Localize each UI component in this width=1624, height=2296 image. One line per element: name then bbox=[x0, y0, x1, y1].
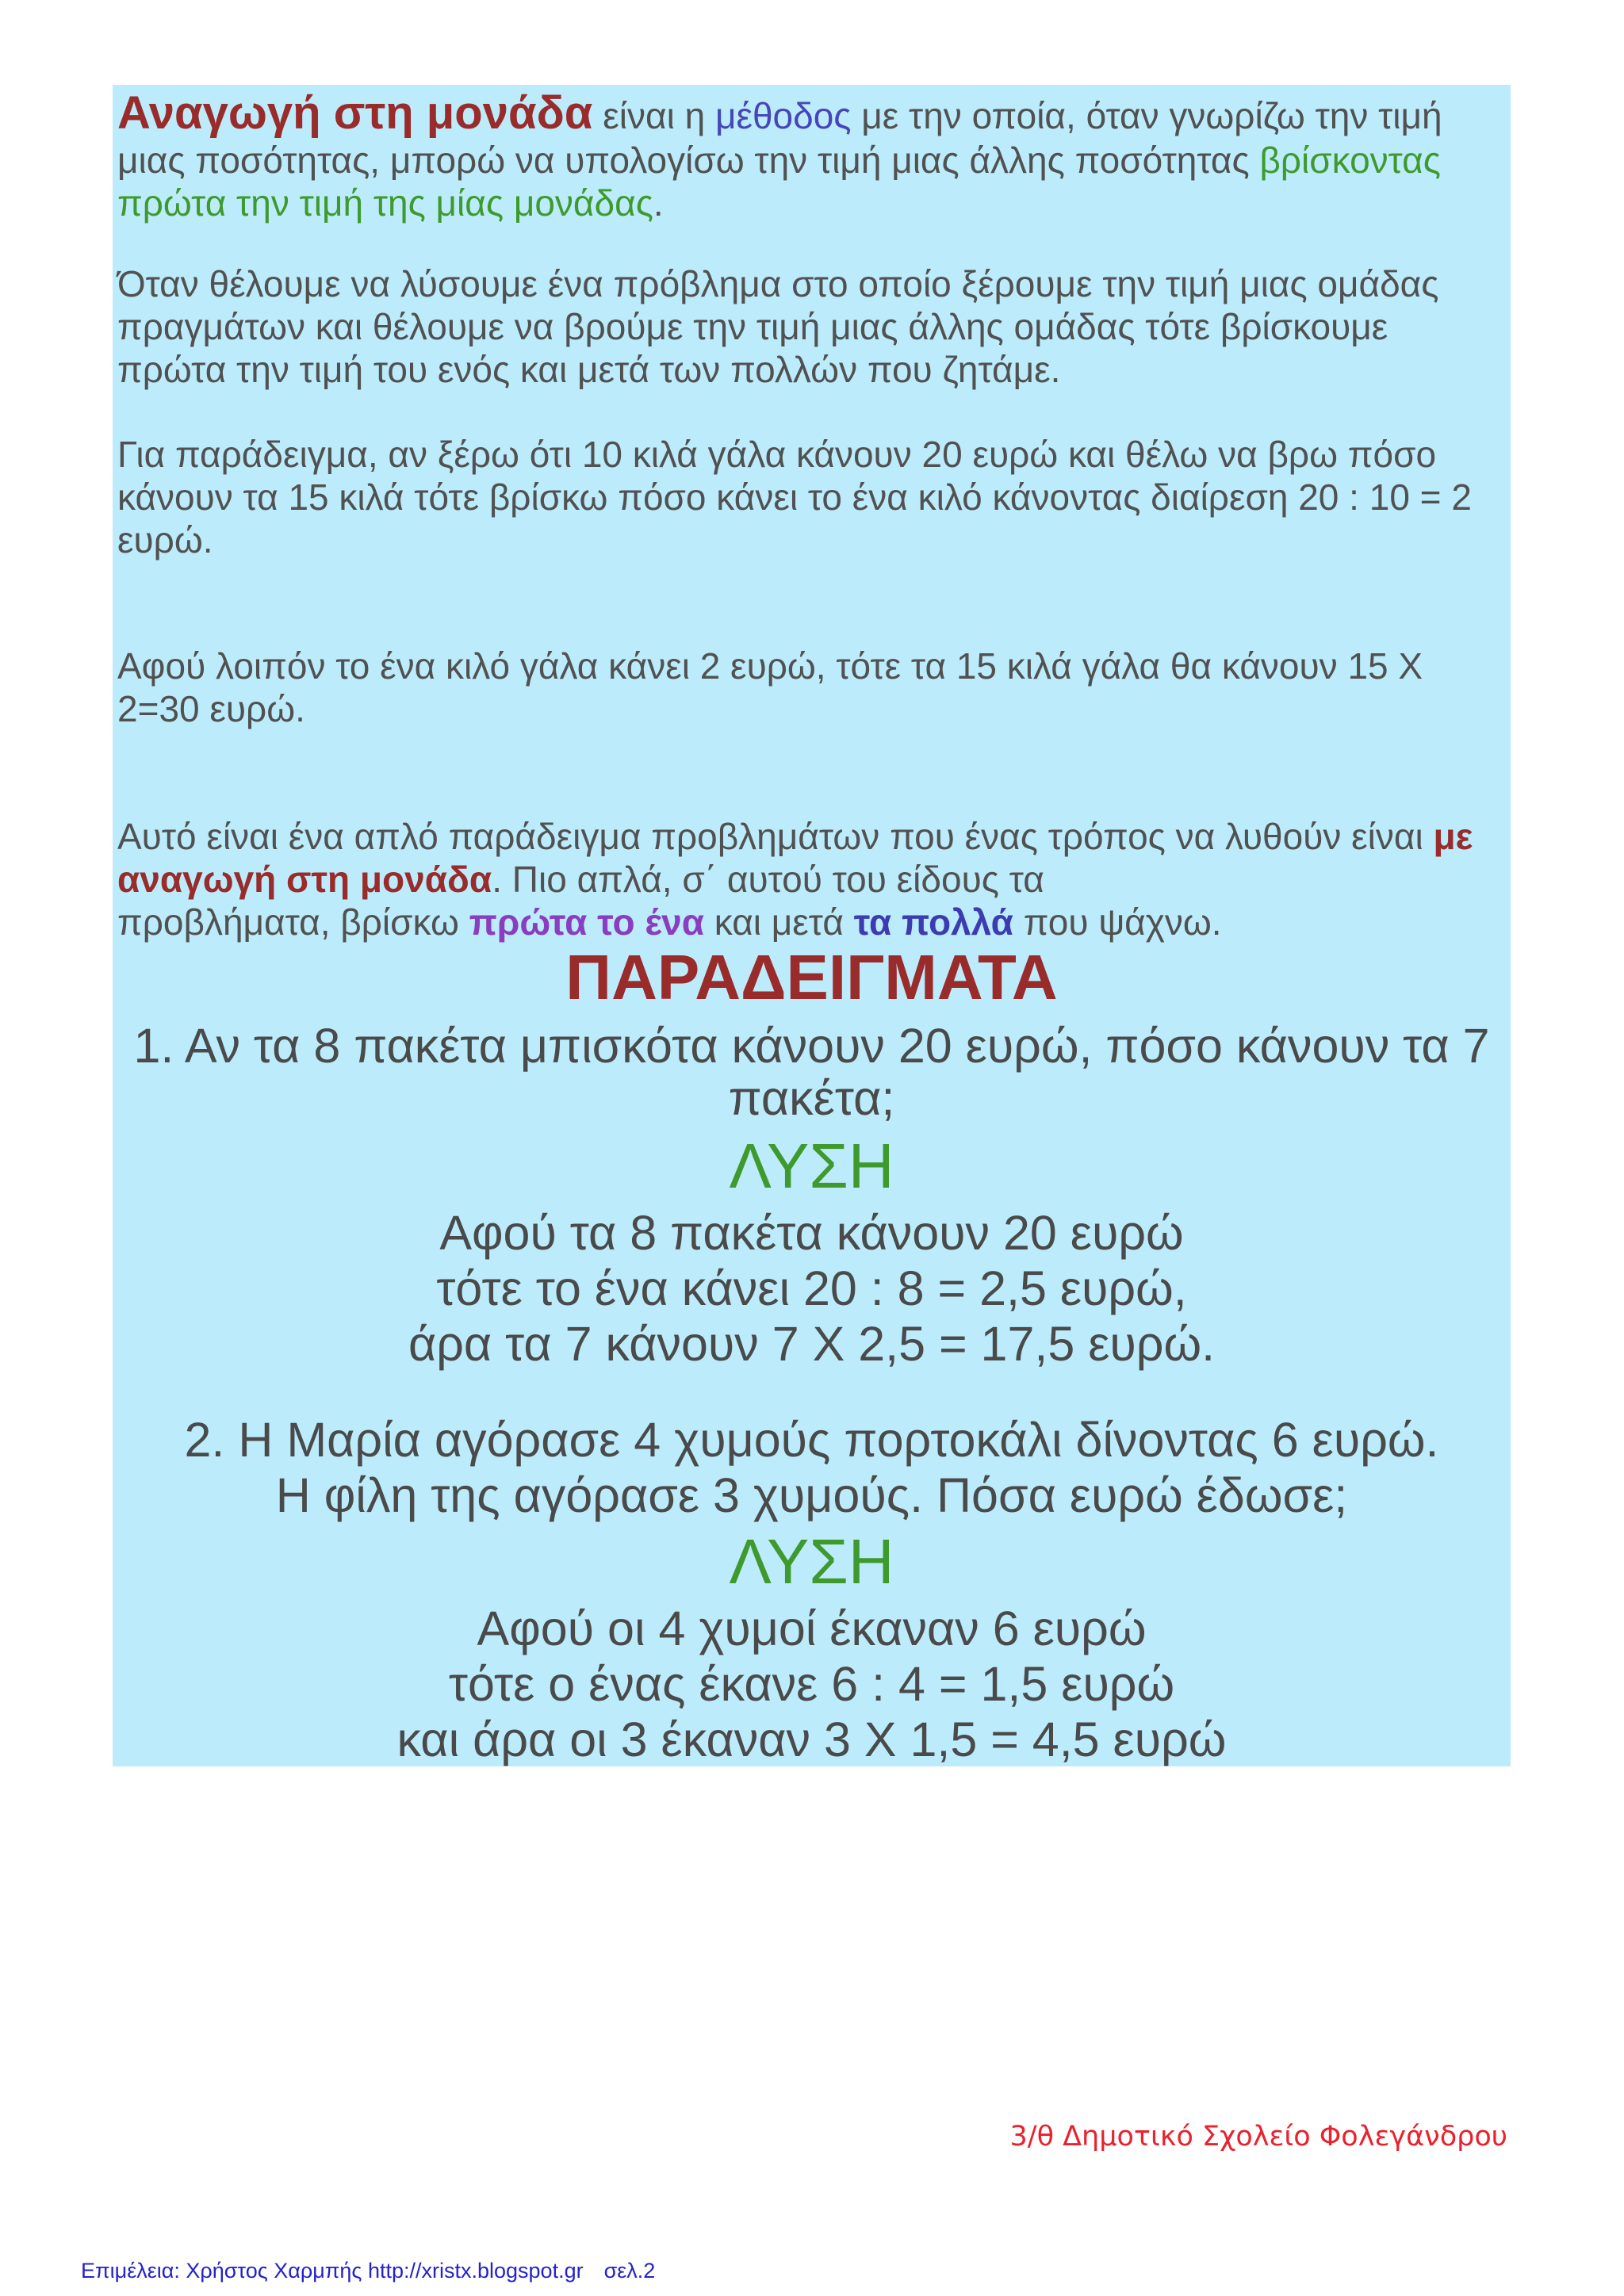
example-solution bbox=[117, 1205, 1506, 1372]
content-panel bbox=[113, 85, 1511, 1766]
text-line bbox=[117, 182, 1506, 224]
text-line: ευρώ. bbox=[117, 519, 213, 561]
solution-line: και άρα οι 3 έκαναν 3 Χ 1,5 = 4,5 ευρώ bbox=[396, 1712, 1227, 1766]
definition-term: Αναγωγή στη μονάδα bbox=[117, 87, 593, 139]
solution-line: τότε ο ένας έκανε 6 : 4 = 1,5 ευρώ bbox=[448, 1657, 1175, 1711]
body-text: Αυτό είναι ένα απλό παράδειγμα προβλημάτων που ένας τρόπος να λυθούν είναι bbox=[117, 816, 1434, 857]
green-highlight: πρώτα την τιμή της μίας μονάδας bbox=[117, 182, 653, 224]
text-line: Για παράδειγμα, αν ξέρω ότι 10 κιλά γάλα κάνουν 20 ευρώ και θέλω να βρω πόσο bbox=[117, 434, 1437, 475]
page-number: σελ.2 bbox=[603, 2259, 656, 2283]
text-line bbox=[117, 815, 1506, 858]
solution-line: άρα τα 7 κάνουν 7 Χ 2,5 = 17,5 ευρώ. bbox=[408, 1317, 1216, 1371]
bold-term: αναγωγή στη μονάδα bbox=[117, 859, 492, 900]
footer-url[interactable]: http://xristx.blogspot.gr bbox=[367, 2259, 584, 2283]
summary-paragraph bbox=[117, 815, 1506, 943]
body-text: και μετά bbox=[703, 901, 854, 943]
examples-section bbox=[117, 943, 1506, 1767]
text-line: Αφού λοιπόν το ένα κιλό γάλα κάνει 2 ευρώ, τότε τα 15 κιλά γάλα θα κάνουν 15 Χ bbox=[117, 645, 1423, 687]
body-text: είναι η bbox=[592, 95, 715, 136]
example-question bbox=[117, 1412, 1506, 1523]
example-result-paragraph bbox=[117, 645, 1506, 730]
question-line: 2. Η Μαρία αγόρασε 4 χυμούς πορτοκάλι δίνοντας 6 ευρώ. bbox=[184, 1413, 1439, 1467]
body-text: προβλήματα, βρίσκω bbox=[117, 901, 469, 943]
text-line: Όταν θέλουμε να λύσουμε ένα πρόβλημα στο οποίο ξέρουμε την τιμή μιας ομάδας bbox=[117, 263, 1439, 304]
text-line bbox=[117, 87, 1506, 139]
explanation-paragraph bbox=[117, 262, 1506, 391]
examples-heading: ΠΑΡΑΔΕΙΓΜΑΤΑ bbox=[565, 942, 1058, 1012]
method-keyword: μέθοδος bbox=[714, 95, 852, 136]
text-line bbox=[117, 858, 1506, 901]
question-line: 1. Αν τα 8 πακέτα μπισκότα κάνουν 20 ευρώ, πόσο κάνουν τα 7 bbox=[133, 1019, 1490, 1073]
solution-line: Αφού οι 4 χυμοί έκαναν 6 ευρώ bbox=[477, 1601, 1147, 1655]
body-text: . bbox=[653, 182, 664, 224]
solution-line: Αφού τα 8 πακέτα κάνουν 20 ευρώ bbox=[439, 1206, 1184, 1260]
example-solution bbox=[117, 1601, 1506, 1767]
question-line: πακέτα; bbox=[728, 1071, 895, 1125]
body-text: που ψάχνω. bbox=[1013, 901, 1222, 943]
bold-term: με bbox=[1433, 816, 1473, 857]
question-line: Η φίλη της αγόρασε 3 χυμούς. Πόσα ευρώ έδωσε; bbox=[275, 1468, 1348, 1522]
first-one-highlight: πρώτα το ένα bbox=[469, 901, 704, 943]
many-highlight: τα πολλά bbox=[853, 901, 1013, 943]
solution-label: ΛΥΣΗ bbox=[729, 1526, 894, 1597]
text-line: πρώτα την τιμή του ενός και μετά των πολλών που ζητάμε. bbox=[117, 349, 1061, 390]
school-signature: 3/θ Δημοτικό Σχολείο Φολεγάνδρου bbox=[1009, 2121, 1507, 2152]
solution-line: τότε το ένα κάνει 20 : 8 = 2,5 ευρώ, bbox=[436, 1261, 1187, 1315]
example-question bbox=[117, 1020, 1506, 1124]
green-highlight: βρίσκοντας bbox=[1259, 140, 1441, 181]
text-line bbox=[117, 139, 1506, 182]
page-footer bbox=[81, 2257, 655, 2284]
text-line: 2=30 ευρώ. bbox=[117, 688, 305, 729]
body-text: με την οποία, όταν γνωρίζω την τιμή bbox=[851, 95, 1442, 136]
body-text: . Πιο απλά, σ΄ αυτού του είδους τα bbox=[492, 859, 1044, 900]
text-line bbox=[117, 901, 1506, 943]
text-line: κάνουν τα 15 κιλά τότε βρίσκω πόσο κάνει το ένα κιλό κάνοντας διαίρεση 20 : 10 = 2 bbox=[117, 476, 1472, 518]
example-item bbox=[117, 1412, 1506, 1767]
text-line: πραγμάτων και θέλουμε να βρούμε την τιμή μιας άλλης ομάδας τότε βρίσκουμε bbox=[117, 306, 1388, 347]
footer-credit: Επιμέλεια: Χρήστος Χαρμπής bbox=[81, 2259, 362, 2283]
body-text: μιας ποσότητας, μπορώ να υπολογίσω την τιμή μιας άλλης ποσότητας bbox=[117, 140, 1260, 181]
example-item bbox=[117, 1020, 1506, 1372]
solution-label: ΛΥΣΗ bbox=[729, 1131, 894, 1201]
example-intro-paragraph bbox=[117, 433, 1506, 561]
definition-paragraph bbox=[117, 87, 1506, 224]
